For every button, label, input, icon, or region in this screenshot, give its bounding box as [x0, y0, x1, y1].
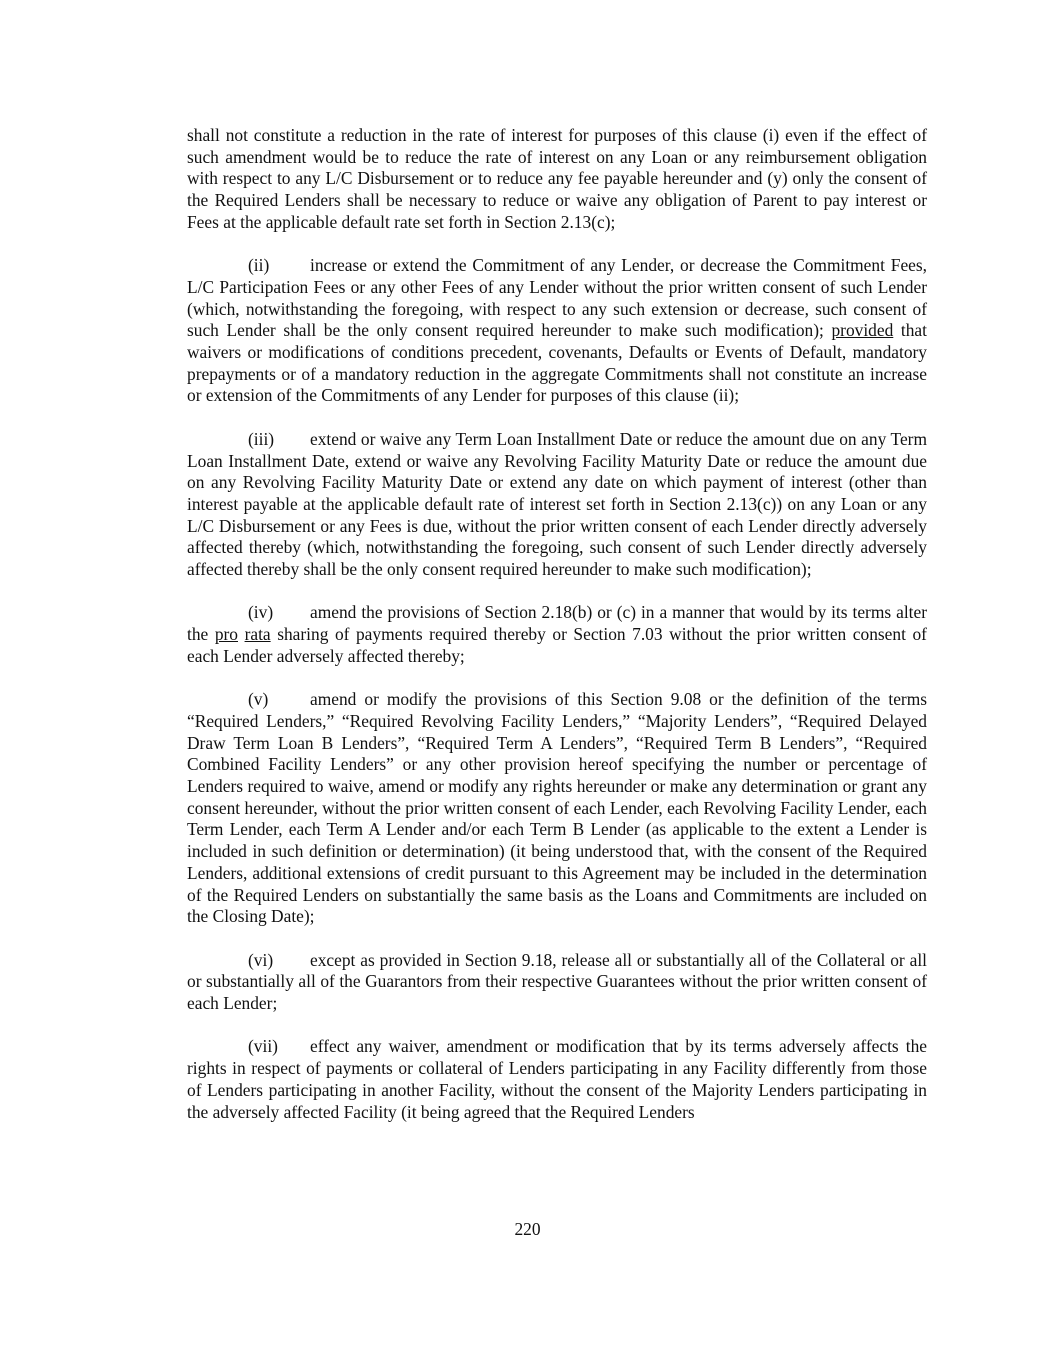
clause-iv	[187, 602, 927, 667]
document-page	[187, 125, 927, 1145]
clause-iv-rata: rata	[244, 624, 271, 645]
clause-ii-provided: provided	[831, 320, 894, 341]
clause-vi	[187, 950, 927, 1015]
clause-iv-number: (iv)	[248, 602, 274, 623]
clause-ii-text-a: increase or extend the Commitment of any Lender, or decrease the Commitment Fees, L/C Participation Fees or any other Fees of any Lender without the prior written consent of such Lender (which, notwithstanding the foregoing, with respect to any such extension or decrease, such consent of such Lender shall be the only consent required hereunder to make such modification);	[187, 255, 927, 341]
clause-vii	[187, 1036, 927, 1123]
clause-ii	[187, 255, 927, 407]
clause-iii-number: (iii)	[248, 428, 275, 449]
clause-iv-pro: pro	[214, 624, 238, 645]
intro-paragraph: shall not constitute a reduction in the rate of interest for purposes of this clause (i) even if the effect of such amendment would be to reduce the rate of interest on any Loan or any reimbursement obligation with respect to any L/C Disbursement or to reduce any fee payable hereunder and (y) only the consent of the Required Lenders shall be necessary to reduce or waive any obligation of Parent to pay interest or Fees at the applicable default rate set forth in Section 2.13(c);	[187, 125, 927, 232]
clause-iii-text: extend or waive any Term Loan Installment Date or reduce the amount due on any Term Loan Installment Date, extend or waive any Revolving Facility Maturity Date or reduce the amount due on any Revolving Facility Maturity Date or extend any date on which payment of interest (other than interest payable at the applicable default rate of interest set forth in Section 2.13(c)) on any Loan or any L/C Disbursement or any Fees is due, without the prior written consent of each Lender directly adversely affected thereby (which, notwithstanding the foregoing, such consent of such Lender directly adversely affected thereby shall be the only consent required hereunder to make such modification);	[187, 428, 927, 580]
clause-iii	[187, 429, 927, 581]
clause-iv-text-b: sharing of payments required thereby or Section 7.03 without the prior written consent of each Lender adversely affected thereby;	[187, 624, 927, 666]
clause-ii-text-b: that waivers or modifications of conditions precedent, covenants, Defaults or Events of Default, mandatory prepayments or of a mandatory reduction in the aggregate Commitments shall not constitute an increase or extension of the Commitments of any Lender for purposes of this clause (ii);	[187, 320, 927, 406]
clause-v	[187, 689, 927, 928]
clause-vii-text: effect any waiver, amendment or modification that by its terms adversely affects the rights in respect of payments or collateral of Lenders participating in any Facility differently from those of Lenders participating in another Facility, without the consent of the Majority Lenders participating in the adversely affected Facility (it being agreed that the Required Lenders	[187, 1036, 927, 1122]
clause-v-number: (v)	[248, 689, 269, 710]
clause-ii-number: (ii)	[248, 255, 270, 276]
clause-vii-number: (vii)	[248, 1036, 278, 1057]
clause-iv-text-a: amend the provisions of Section 2.18(b) or (c) in a manner that would by its terms alter the	[187, 602, 927, 645]
clause-vi-number: (vi)	[248, 949, 274, 970]
clause-v-text: amend or modify the provisions of this Section 9.08 or the definition of the terms “Required Lenders,” “Required Revolving Facility Lenders,” “Majority Lenders”, “Required Delayed Draw Term Loan B Lenders”, “Required Term A Lenders”, “Required Term B Lenders”, “Required Combined Facility Lenders” or any other provision hereof specifying the number or percentage of Lenders required to waive, amend or modify any rights hereunder or make any determination or grant any consent hereunder, without the prior written consent of each Lender, each Revolving Facility Lender, each Term Lender, each Term A Lender and/or each Term B Lender (as applicable to the extent a Lender is included in such definition or determination) (it being understood that, with the consent of the Required Lenders, additional extensions of credit pursuant to this Agreement may be included in the determination of the Required Lenders on substantially the same basis as the Loans and Commitments are included on the Closing Date);	[187, 689, 927, 927]
page-number: 220	[514, 1219, 541, 1239]
clause-vi-text: except as provided in Section 9.18, release all or substantially all of the Collateral or all or substantially all of the Guarantors from their respective Guarantees without the prior written consent of each Lender;	[187, 949, 927, 1014]
